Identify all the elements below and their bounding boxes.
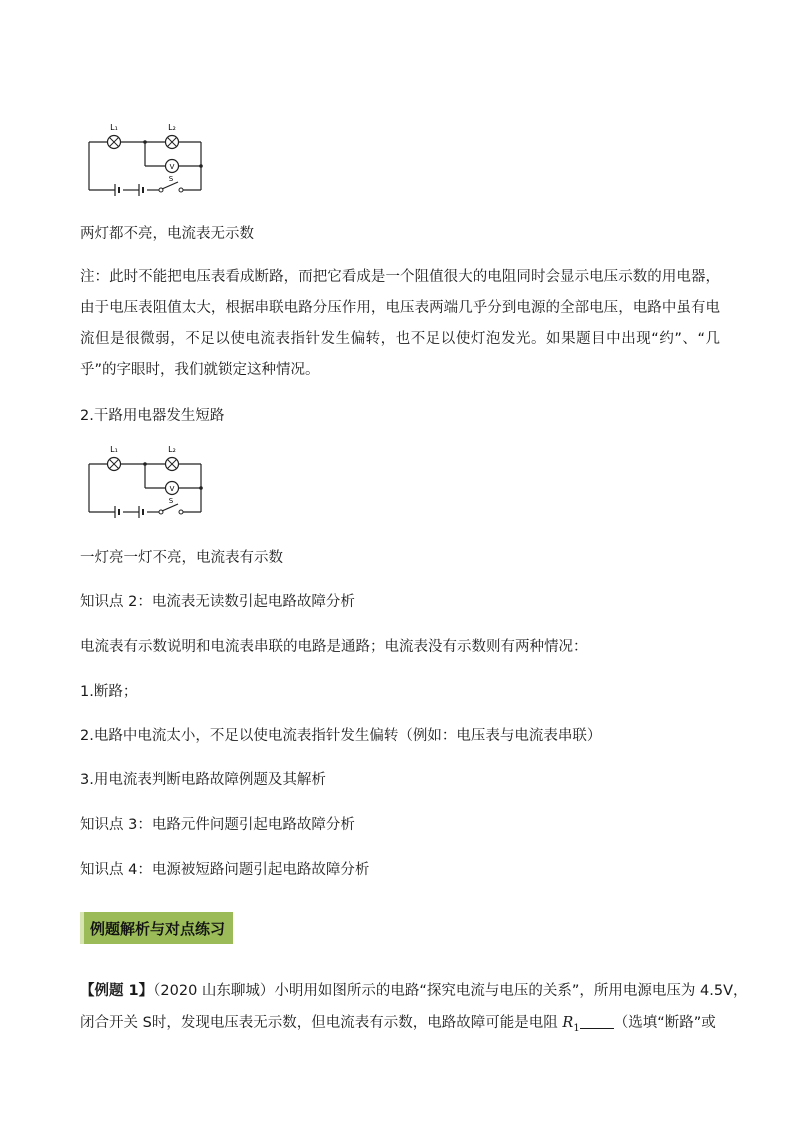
caption-2: 一灯亮一灯不亮，电流表有示数 bbox=[80, 550, 283, 566]
lamp-1-icon bbox=[108, 136, 121, 149]
example-1-text-1: （2020 山东聊城）小明用如图所示的电路“探究电流与电压的关系”，所用电源电压为 4.5V， bbox=[153, 983, 748, 999]
answer-blank[interactable] bbox=[580, 1014, 614, 1029]
circuit-diagram-2 bbox=[85, 440, 215, 520]
switch-label: S bbox=[168, 497, 174, 505]
lamp-2-icon bbox=[166, 136, 179, 149]
lamp-1-label: L₁ bbox=[110, 123, 118, 132]
example-1-tag: 【例题 1】 bbox=[80, 983, 154, 999]
circuit-diagram-1 bbox=[85, 118, 215, 198]
switch-icon bbox=[159, 182, 183, 192]
example-1-line-1 bbox=[80, 981, 748, 1001]
knowledge-point-3-heading: 知识点 3：电路元件问题引起电路故障分析 bbox=[80, 817, 355, 833]
voltmeter-label: V bbox=[169, 163, 175, 171]
lamp-2-icon bbox=[166, 458, 179, 471]
lamp-1-label: L₁ bbox=[110, 445, 118, 454]
kp2-case-3: 3.用电流表判断电路故障例题及其解析 bbox=[80, 772, 326, 788]
switch-label: S bbox=[168, 175, 174, 183]
knowledge-point-2-heading: 知识点 2：电流表无读数引起电路故障分析 bbox=[80, 594, 355, 610]
knowledge-point-2-desc: 电流表有示数说明和电流表串联的电路是通路；电流表没有示数则有两种情况： bbox=[80, 639, 588, 655]
lamp-1-icon bbox=[108, 458, 121, 471]
example-1-line-2 bbox=[80, 1013, 716, 1039]
item-2-title: 2.干路用电器发生短路 bbox=[80, 408, 225, 424]
voltmeter-label: V bbox=[169, 485, 175, 493]
caption-1: 两灯都不亮，电流表无示数 bbox=[80, 226, 254, 242]
example-1-text-2b: （选填“断路”或 bbox=[613, 1015, 716, 1031]
resistor-symbol: $R_1$ bbox=[562, 1015, 580, 1034]
example-1-text-2a: 闭合开关 S时，发现电压表无示数，但电流表有示数，电路故障可能是电阻 bbox=[80, 1015, 563, 1031]
kp2-case-2: 2.电路中电流太小，不足以使电流表指针发生偏转（例如：电压表与电流表串联） bbox=[80, 728, 602, 744]
switch-icon bbox=[159, 504, 183, 514]
knowledge-point-4-heading: 知识点 4：电源被短路问题引起电路故障分析 bbox=[80, 862, 370, 878]
lamp-2-label: L₂ bbox=[168, 123, 176, 132]
kp2-case-1: 1.断路； bbox=[80, 684, 138, 700]
lamp-2-label: L₂ bbox=[168, 445, 176, 454]
section-title-badge: 例题解析与对点练习 bbox=[80, 912, 233, 944]
note-paragraph: 注：此时不能把电压表看成断路，而把它看成是一个阻值很大的电阻同时会显示电压示数的用电器，由于电压表阻值太大，根据串联电路分压作用，电压表两端几乎分到电源的全部电压，电路中虽有电流但是很微弱，不足以使电流表指针发生偏转，也不足以使灯泡发光。如果题目中出现“约”、“几乎”的字眼时，我们就锁定这种情况。 bbox=[80, 269, 720, 378]
